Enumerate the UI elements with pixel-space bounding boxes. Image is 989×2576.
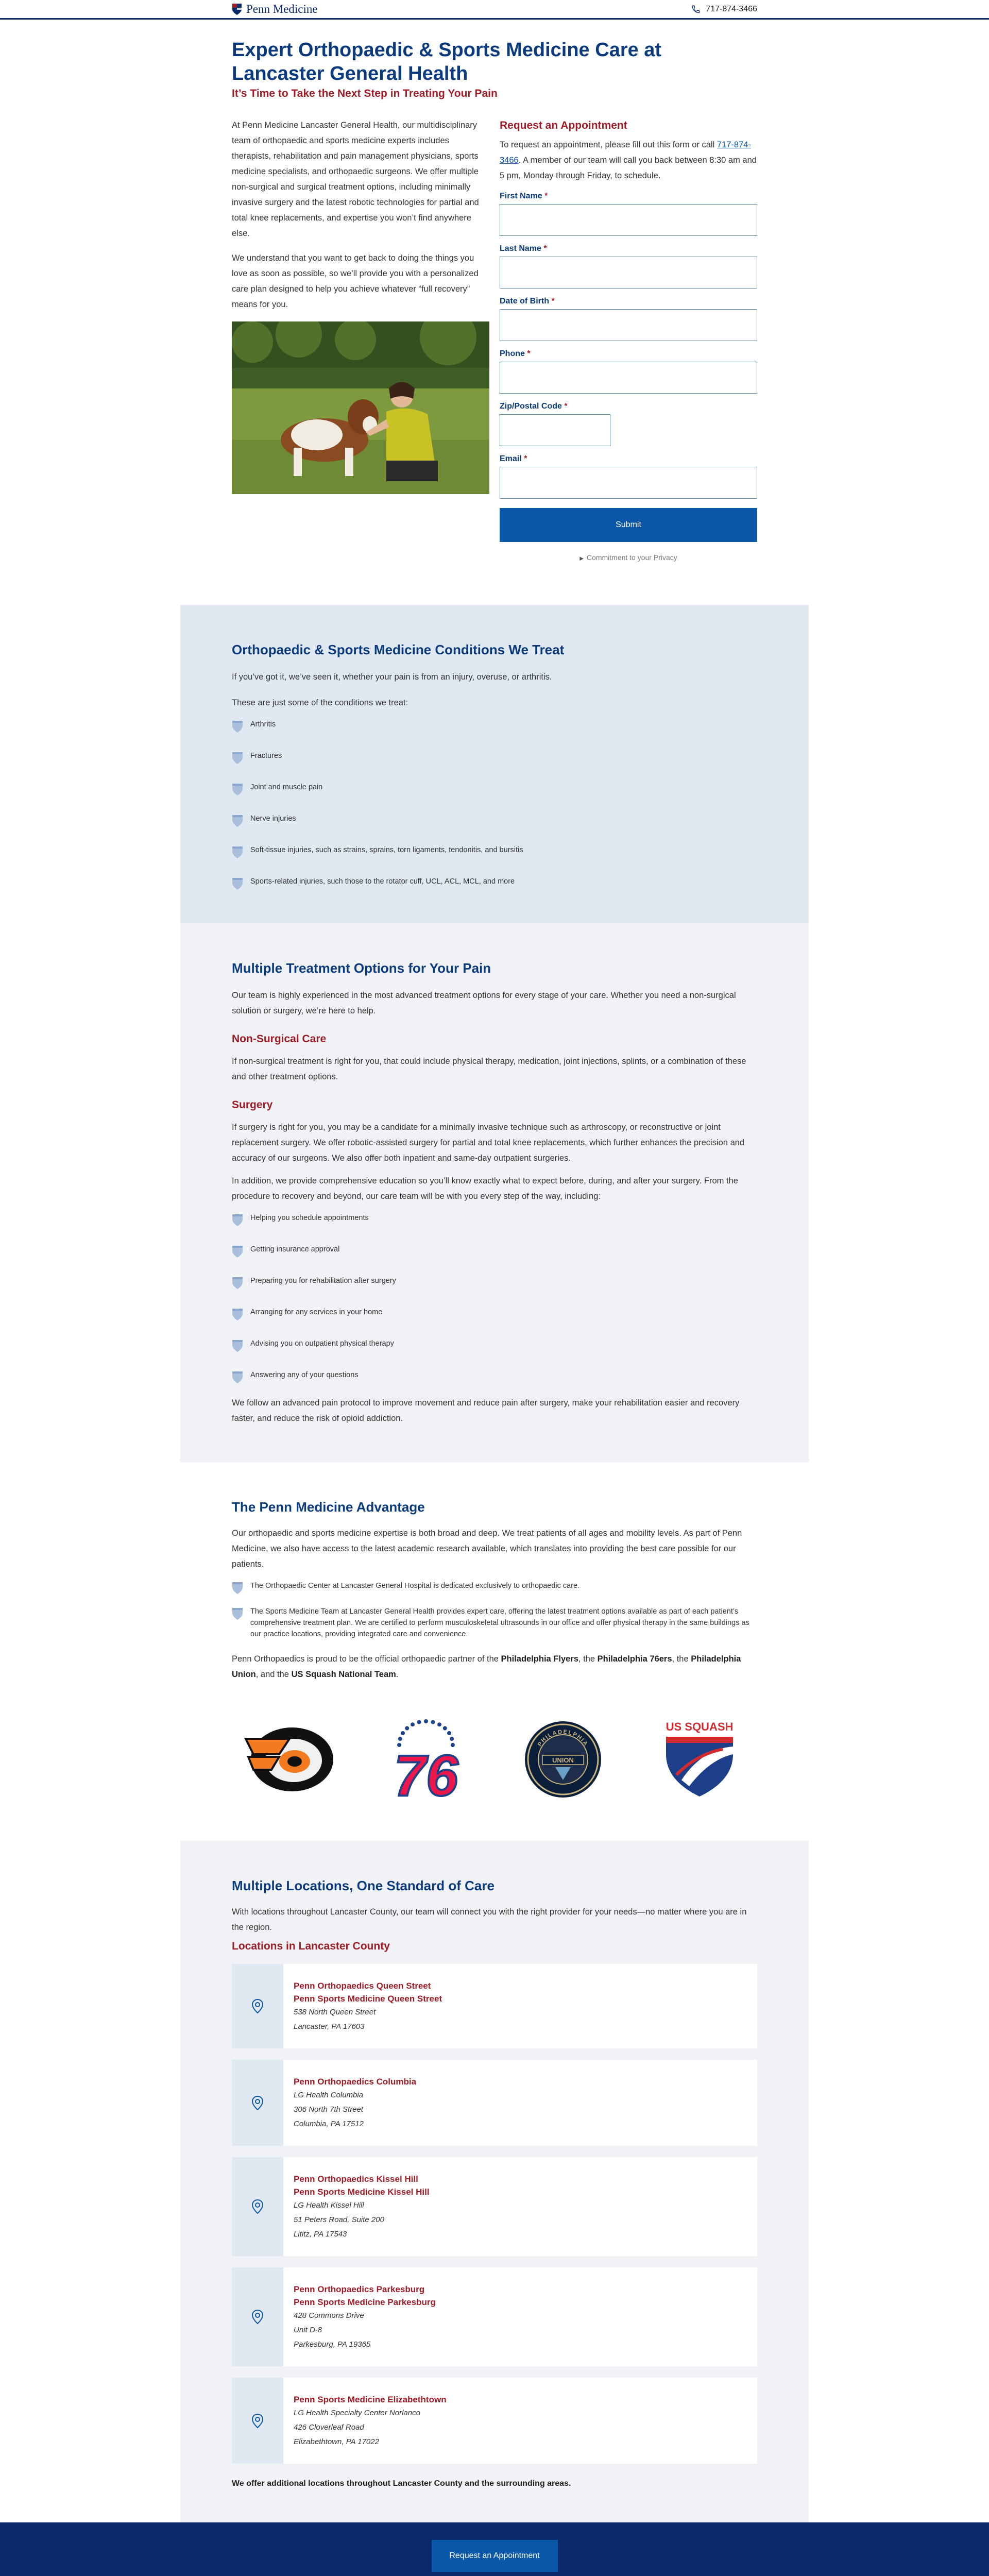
sixers-star (450, 1737, 454, 1741)
location-name-link[interactable]: Penn Sports Medicine Elizabethtown (294, 2395, 447, 2404)
location-card (232, 2060, 757, 2146)
sixers-star (447, 1731, 451, 1735)
flyers-logo (238, 1713, 341, 1806)
sixers-star (437, 1722, 441, 1726)
phone-label (500, 349, 757, 359)
dob-field (500, 297, 757, 341)
union-logo-top-text: PHILADELPHIA (536, 1728, 589, 1748)
location-address-line: LG Health Kissel Hill (294, 2201, 364, 2210)
list-item (232, 750, 757, 765)
site-header (0, 0, 989, 20)
nonsurgical-title: Non-Surgical Care (232, 1033, 327, 1045)
privacy-label: Commitment to your Privacy (586, 553, 677, 562)
photo-illustration (232, 321, 489, 494)
list-item-text: Nerve injuries (250, 815, 296, 823)
email-field (500, 454, 757, 499)
form-title: Request an Appointment (500, 120, 627, 131)
shield-bullet-icon (232, 877, 243, 890)
form-intro-text: . A member of our team will call you back between 8:30 am and 5 pm, Monday through Friday, to schedule. (500, 156, 757, 180)
partner-sixers: Philadelphia 76ers (597, 1654, 672, 1664)
location-card (232, 2267, 757, 2366)
sixers-logo-text: 76 (394, 1743, 458, 1806)
location-address-line: 538 North Queen Street (294, 2008, 376, 2016)
partner-flyers: Philadelphia Flyers (501, 1654, 578, 1664)
last-name-input[interactable] (500, 257, 757, 289)
first-name-label (500, 192, 757, 201)
header-phone-number: 717-874-3466 (706, 4, 757, 13)
zip-field (500, 402, 757, 446)
list-item-text: Arthritis (250, 720, 276, 728)
location-address-line: 306 North 7th Street (294, 2105, 364, 2114)
phone-label-text: Phone (500, 349, 525, 358)
required-mark: * (543, 244, 547, 253)
form-intro-text: To request an appointment, please fill out this form or call (500, 140, 717, 149)
conditions-section (180, 605, 809, 923)
hero-paragraph: We understand that you want to get back to doing the things you love as soon as possible, so we’ll provide you with a personalized care plan designed to help you achieve whatever “full recovery” means for you. (232, 253, 479, 309)
dob-label-text: Date of Birth (500, 297, 549, 306)
location-card (232, 1964, 757, 2048)
location-name-link[interactable]: Penn Orthopaedics Kissel Hill (294, 2174, 418, 2184)
location-pin (232, 2060, 283, 2146)
last-name-field (500, 244, 757, 289)
list-item-text: Helping you schedule appointments (250, 1214, 369, 1222)
dob-input[interactable] (500, 309, 757, 341)
footer-request-appointment-button[interactable]: Request an Appointment (432, 2540, 558, 2572)
location-name-link[interactable]: Penn Orthopaedics Columbia (294, 2077, 417, 2087)
list-item (232, 1275, 757, 1290)
last-name-label-text: Last Name (500, 244, 541, 253)
location-info (283, 2267, 446, 2366)
list-item-text: Fractures (250, 752, 282, 760)
advantage-title: The Penn Medicine Advantage (232, 1499, 425, 1515)
submit-button[interactable]: Submit (500, 508, 757, 542)
shield-bullet-icon (232, 1213, 243, 1227)
page-title: Expert Orthopaedic & Sports Medicine Care at Lancaster General Health (232, 39, 662, 84)
location-pin (232, 2378, 283, 2464)
hero-paragraph: At Penn Medicine Lancaster General Health, our multidisciplinary team of orthopaedic and sports medicine experts includes therapists, rehabilitation and pain management physicians, sports medicine specialists, and orthopaedic surgeons. We offer multiple non-surgical and surgical treatment options, including minimally invasive surgery and the latest robotic technologies for partial and total knee replacements, and expertise you won’t find anywhere else. (232, 121, 479, 238)
list-item-text: Getting insurance approval (250, 1245, 340, 1253)
sixers-star (424, 1719, 428, 1723)
map-pin-icon (249, 1998, 266, 2014)
location-address-line: Lancaster, PA 17603 (294, 2022, 365, 2031)
locations-title: Multiple Locations, One Standard of Care (232, 1878, 494, 1893)
zip-label-text: Zip/Postal Code (500, 402, 562, 411)
location-address-line: Parkesburg, PA 19365 (294, 2340, 371, 2349)
phone-field (500, 349, 757, 394)
list-item (232, 1580, 757, 1595)
partner-text (232, 1651, 757, 1682)
hero-intro (232, 117, 489, 562)
sixers-star (417, 1720, 421, 1724)
location-address-line: Unit D-8 (294, 2326, 322, 2334)
locations-closing: We offer additional locations throughout Lancaster County and the surrounding areas. (232, 2479, 571, 2488)
location-address-line: Elizabethtown, PA 17022 (294, 2437, 379, 2446)
location-card (232, 2378, 757, 2464)
surgery-title: Surgery (232, 1099, 273, 1111)
map-pin-icon (249, 2309, 266, 2325)
location-address-line: 428 Commons Drive (294, 2311, 364, 2320)
hero-photo-woman-with-dog (232, 321, 489, 494)
location-pin (232, 1964, 283, 2048)
location-info (283, 2378, 457, 2464)
location-address-line: LG Health Specialty Center Norlanco (294, 2409, 420, 2417)
location-cards (232, 1964, 757, 2464)
partner-text-part: , the (578, 1654, 598, 1664)
union-logo (511, 1713, 615, 1806)
list-item (232, 813, 757, 827)
penn-medicine-logo[interactable] (232, 3, 318, 16)
shield-bullet-icon (232, 845, 243, 859)
shield-bullet-icon (232, 1276, 243, 1290)
header-phone-link[interactable] (691, 5, 757, 14)
list-item (232, 876, 757, 890)
form-phone-link[interactable]: 717-874-3466 (500, 140, 751, 165)
partner-text-part: , the (672, 1654, 691, 1664)
first-name-label-text: First Name (500, 192, 542, 200)
list-item (232, 1212, 757, 1227)
shield-bullet-icon (232, 1308, 243, 1321)
us-squash-logo (648, 1713, 751, 1806)
email-label-text: Email (500, 454, 522, 463)
required-mark: * (544, 192, 548, 200)
advantage-intro: Our orthopaedic and sports medicine expertise is both broad and deep. We treat patients of all ages and mobility levels. As part of Penn Medicine, we also have access to the latest academic research available, which translates into providing the best care possible for our patients. (232, 1529, 742, 1569)
hero-grid (232, 117, 757, 562)
us-squash-logo-text: US SQUASH (666, 1720, 734, 1733)
list-item-text: Soft-tissue injuries, such as strains, sprains, torn ligaments, tendonitis, and bursitis (250, 846, 523, 854)
list-item-text: Preparing you for rehabilitation after surgery (250, 1277, 396, 1285)
sixers-star (405, 1726, 410, 1731)
nonsurgical-text: If non-surgical treatment is right for you, that could include physical therapy, medication, joint injections, splints, or a combination of these and other treatment options. (232, 1057, 746, 1081)
location-name-link[interactable]: Penn Orthopaedics Parkesburg (294, 2284, 425, 2294)
shield-bullet-icon (232, 814, 243, 827)
map-pin-icon (249, 2095, 266, 2111)
list-item (232, 1307, 757, 1321)
penn-shield-icon (232, 3, 242, 15)
locations-section (180, 1841, 809, 2522)
partner-logos (232, 1713, 757, 1806)
sixers-logo (374, 1713, 478, 1806)
list-item (232, 1606, 757, 1640)
required-mark: * (551, 297, 555, 306)
advantage-section (232, 1499, 757, 1841)
locations-intro: With locations throughout Lancaster County, our team will connect you with the right provider for your needs—no matter where you are in the region. (232, 1907, 747, 1932)
location-name-link[interactable]: Penn Sports Medicine Queen Street (294, 1994, 442, 2004)
location-pin (232, 2157, 283, 2256)
education-text: In addition, we provide comprehensive education so you’ll know exactly what to expect before, during, and after your surgery. From the procedure to recovery and beyond, our care team will be with you every step of the way, including: (232, 1176, 738, 1201)
sixers-star (431, 1720, 435, 1724)
list-item (232, 844, 757, 859)
conditions-intro: If you’ve got it, we’ve seen it, whether your pain is from an injury, overuse, or arthritis. (232, 672, 552, 682)
partner-text-part: , and the (255, 1670, 292, 1679)
zip-input[interactable] (500, 414, 610, 446)
shield-bullet-icon (232, 1339, 243, 1352)
partner-text-part: Penn Orthopaedics is proud to be the official orthopaedic partner of the (232, 1654, 501, 1664)
sixers-logo-mark (387, 1713, 465, 1806)
location-address-line: 51 Peters Road, Suite 200 (294, 2215, 384, 2224)
partner-text-part: . (396, 1670, 399, 1679)
list-item (232, 1369, 757, 1384)
conditions-list (232, 719, 757, 890)
location-name-link[interactable]: Penn Orthopaedics Queen Street (294, 1981, 431, 1991)
map-pin-icon (249, 2413, 266, 2429)
required-mark: * (524, 454, 527, 463)
list-item-text: Advising you on outpatient physical therapy (250, 1340, 394, 1348)
list-item-text: The Orthopaedic Center at Lancaster General Hospital is dedicated exclusively to orthopaedic care. (250, 1582, 580, 1590)
sixers-star (411, 1722, 415, 1726)
us-squash-logo-mark (661, 1718, 738, 1801)
dob-label (500, 297, 757, 306)
list-item (232, 782, 757, 796)
hero-section (232, 20, 757, 562)
shield-bullet-icon (232, 1370, 243, 1384)
appointment-form (500, 117, 757, 562)
location-info (283, 2060, 427, 2146)
phone-icon (691, 5, 701, 14)
union-logo-mark (522, 1718, 604, 1801)
privacy-toggle[interactable] (500, 553, 757, 562)
sixers-star (398, 1737, 402, 1741)
phone-input[interactable] (500, 362, 757, 394)
conditions-title: Orthopaedic & Sports Medicine Conditions We Treat (232, 642, 565, 657)
union-logo-mid-text: UNION (552, 1756, 574, 1764)
list-item-text: The Sports Medicine Team at Lancaster General Health provides expert care, offering the latest treatment options available as part of each patient’s comprehensive treatment plan. We are certified to perform musculoskeletal ultrasounds in our office and offer physical therapy in the same buildings as our practice locations, providing integrated care and convenience. (250, 1607, 749, 1638)
required-mark: * (564, 402, 568, 411)
form-intro (500, 137, 757, 183)
sixers-star (401, 1731, 405, 1735)
zip-label (500, 402, 757, 411)
list-item (232, 1338, 757, 1352)
shield-bullet-icon (232, 720, 243, 733)
location-info (283, 1964, 452, 2048)
last-name-label (500, 244, 757, 253)
shield-bullet-icon (232, 1581, 243, 1595)
triangle-right-icon: ▶ (579, 556, 584, 562)
shield-bullet-icon (232, 1607, 243, 1620)
location-info (283, 2157, 440, 2256)
partner-us-squash: US Squash National Team (291, 1670, 396, 1679)
shield-bullet-icon (232, 783, 243, 796)
partner-union: Philadelphia Union (232, 1654, 741, 1679)
list-item-text: Sports-related injuries, such those to the rotator cuff, UCL, ACL, MCL, and more (250, 877, 515, 886)
location-name-link[interactable]: Penn Sports Medicine Parkesburg (294, 2297, 436, 2307)
first-name-input[interactable] (500, 204, 757, 236)
location-card (232, 2157, 757, 2256)
advantage-list (232, 1580, 757, 1640)
location-pin (232, 2267, 283, 2366)
shield-bullet-icon (232, 1245, 243, 1258)
list-item-text: Answering any of your questions (250, 1371, 359, 1379)
list-item-text: Arranging for any services in your home (250, 1308, 383, 1316)
location-address-line: 426 Cloverleaf Road (294, 2423, 364, 2432)
required-mark: * (527, 349, 531, 358)
list-item (232, 1244, 757, 1258)
treatment-section (180, 923, 809, 1462)
shield-bullet-icon (232, 751, 243, 765)
list-item-text: Joint and muscle pain (250, 783, 323, 791)
flyers-logo-mark (243, 1723, 336, 1795)
location-address-line: Lititz, PA 17543 (294, 2230, 347, 2239)
page-subtitle: It’s Time to Take the Next Step in Treating Your Pain (232, 88, 498, 99)
treatment-intro: Our team is highly experienced in the most advanced treatment options for every stage of your care. Whether you need a non-surgical solution or surgery, we’re here to help. (232, 991, 736, 1015)
treatment-support-list (232, 1212, 757, 1384)
email-label (500, 454, 757, 464)
surgery-text: If surgery is right for you, you may be a candidate for a minimally invasive technique such as arthroscopy, or reconstructive or joint replacement surgery. We offer robotic-assisted surgery for partial and total knee replacements, which further enhances the precision and accuracy of our surgeons. We also offer both inpatient and same-day outpatient surgeries. (232, 1123, 745, 1163)
sixers-star (443, 1726, 447, 1731)
list-item (232, 719, 757, 733)
location-address-line: LG Health Columbia (294, 2091, 364, 2099)
map-pin-icon (249, 2198, 266, 2215)
locations-subtitle: Locations in Lancaster County (232, 1940, 390, 1952)
location-name-link[interactable]: Penn Sports Medicine Kissel Hill (294, 2187, 430, 2197)
footer-cta-band (0, 2522, 989, 2576)
conditions-lead: These are just some of the conditions we treat: (232, 698, 408, 707)
treatment-title: Multiple Treatment Options for Your Pain (232, 960, 491, 976)
email-input[interactable] (500, 467, 757, 499)
treatment-closing: We follow an advanced pain protocol to improve movement and reduce pain after surgery, make your rehabilitation easier and recovery faster, and reduce the risk of opioid addiction. (232, 1398, 740, 1423)
logo-text: Penn Medicine (246, 2, 318, 15)
first-name-field (500, 192, 757, 236)
location-address-line: Columbia, PA 17512 (294, 2120, 364, 2128)
